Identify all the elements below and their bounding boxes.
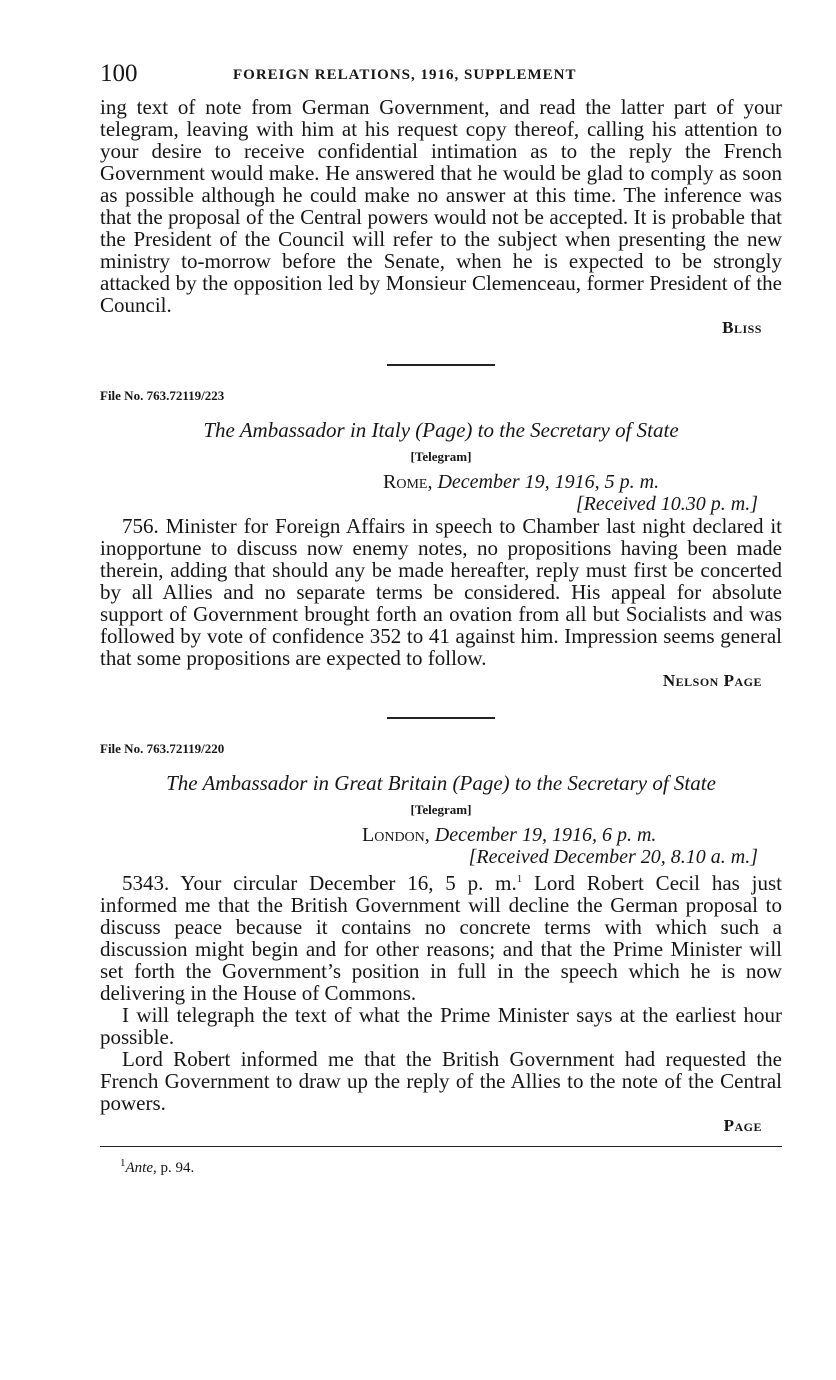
footnote-ante: Ante [125,1160,153,1176]
signature-nelson-page: Nelson Page [662,671,762,690]
telegram-paragraph [100,868,782,1004]
footnote-text: , p. 94. [153,1160,195,1176]
paragraph-rest: Lord Robert Cecil has just informed me that the British Government will decline the German proposal to discuss peace because it contains no concrete terms with which such a discussion might begin and for other reasons; and that the Prime Minister will set forth the Government’s position in full in the speech which he is now delivering in the House of Commons. [100,871,782,1005]
telegram-paragraph: Lord Robert informed me that the British Government had requested the French Government to draw up the reply of the Allies to the note of the Central powers. [100,1047,782,1115]
telegram-paragraph: I will telegraph the text of what the Prime Minister says at the earliest hour possible. [100,1003,782,1049]
dateline-city: Rome, [383,471,433,493]
footnote-divider [100,1146,782,1147]
telegram-paragraph: 756. Minister for Foreign Affairs in speech to Chamber last night declared it inopportune to discuss now enemy notes, no propositions having been made therein, adding that should any be made hereafter, reply must first be concerted by all Allies and no separate terms be considered. His appeal for absolute support of Government brought forth an ovation from all but Socialists and was followed by vote of confidence 352 to 41 against him. Impression seems general that some propositions are expected to follow. [100,514,782,670]
footnote [100,1157,782,1177]
continued-paragraph: ing text of note from German Government, and read the latter part of your telegram, leaving with him at his request copy thereof, calling his attention to your desire to receive confidential intimation as to the reply the French Government would make. He answered that he would be glad to comply as soon as possible although he could make no answer at this time. The inference was that the proposal of the Central powers would not be accepted. It is probable that the President of the Council will refer to the subject when presenting the new ministry to-morrow before the Senate, when he is expected to be strongly attacked by the opposition led by Monsieur Clemenceau, former President of the Council. [100,95,782,317]
dateline-date: December 19, 1916, 6 p. m. [434,824,657,846]
footnote-reference: 1 [516,873,523,885]
dateline-date: December 19, 1916, 5 p. m. [437,471,660,493]
section-divider [387,717,495,719]
telegram-label: [Telegram] [410,449,472,464]
signature-bliss: Bliss [722,318,762,337]
dateline [100,824,782,846]
received-note: [Received December 20, 8.10 a. m.] [468,846,758,868]
document-page [100,60,782,1177]
received-note: [Received 10.30 p. m.] [575,493,758,515]
dateline-city: London, [362,824,430,846]
telegram-label: [Telegram] [410,802,472,817]
page-header [100,60,782,96]
file-number: File No. 763.72119/223 [100,388,225,403]
footnote-marker: 1 [120,1157,126,1169]
signature-page: Page [723,1116,762,1135]
section-divider [387,364,495,366]
paragraph-start: 5343. Your circular December 16, 5 p. m. [122,871,517,895]
running-title: FOREIGN RELATIONS, 1916, SUPPLEMENT [233,67,577,83]
file-number: File No. 763.72119/220 [100,741,225,756]
document-title: The Ambassador in Great Britain (Page) to the Secretary of State [166,771,716,795]
page-number: 100 [100,60,138,87]
dateline [100,471,782,493]
document-title: The Ambassador in Italy (Page) to the Secretary of State [203,418,679,442]
